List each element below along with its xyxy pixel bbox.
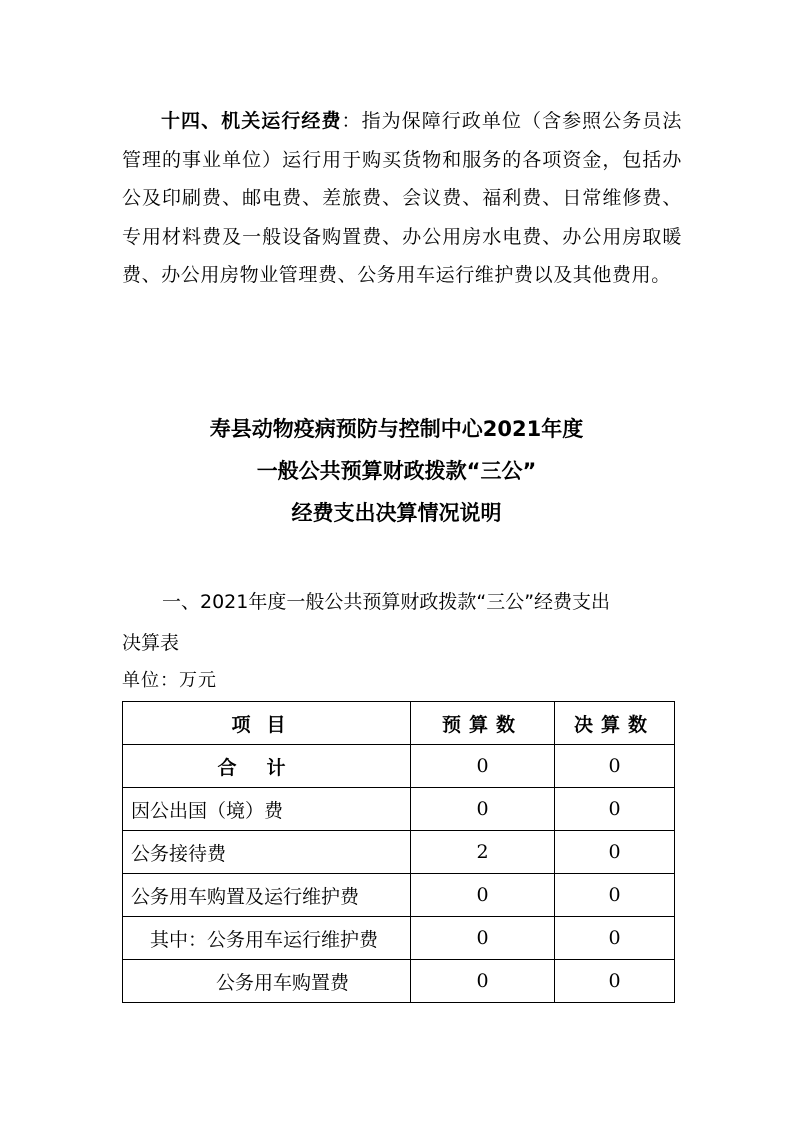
- row-label: 公务用车购置费: [123, 960, 411, 1003]
- definition-paragraph: [122, 102, 682, 295]
- definition-term: 十四、机关运行经费: [161, 110, 342, 132]
- unit-label: 单位：万元: [122, 670, 217, 691]
- row-budget: 0: [411, 960, 555, 1003]
- document-title: [80, 408, 713, 534]
- table-header-row: [123, 702, 675, 745]
- three-public-expenses-table: [122, 701, 675, 1003]
- row-final: 0: [555, 960, 675, 1003]
- table-row: [123, 960, 675, 1003]
- definition-text: ：指为保障行政单位（含参照公务员法管理的事业单位）运行用于购买货物和服务的各项资金，包括办公及印刷费、邮电费、差旅费、会议费、福利费、日常维修费、专用材料费及一般设备购置费、办公用房水电费、办公用房取暖费、办公用房物业管理费、公务用车运行维护费以及其他费用。: [122, 110, 683, 286]
- row-final: 0: [555, 874, 675, 917]
- table-total-row: [123, 745, 675, 788]
- row-budget: 0: [411, 917, 555, 960]
- header-budget: 预算数: [411, 702, 555, 745]
- row-budget: 0: [411, 788, 555, 831]
- row-budget: 0: [411, 874, 555, 917]
- table-row: [123, 874, 675, 917]
- total-final: 0: [555, 745, 675, 788]
- row-label: 公务用车购置及运行维护费: [123, 874, 411, 917]
- title-line-2: 一般公共预算财政拨款“三公”: [256, 459, 537, 483]
- section-heading: [122, 582, 682, 664]
- table-row: [123, 788, 675, 831]
- header-item: 项目: [123, 702, 411, 745]
- row-label: 公务接待费: [123, 831, 411, 874]
- row-final: 0: [555, 788, 675, 831]
- total-budget: 0: [411, 745, 555, 788]
- header-final: 决算数: [555, 702, 675, 745]
- table-row: [123, 831, 675, 874]
- row-budget: 2: [411, 831, 555, 874]
- row-label: 因公出国（境）费: [123, 788, 411, 831]
- section-heading-line-2: 决算表: [122, 632, 180, 654]
- row-final: 0: [555, 831, 675, 874]
- table-row: [123, 917, 675, 960]
- title-line-3: 经费支出决算情况说明: [291, 501, 502, 525]
- title-line-1: 寿县动物疫病预防与控制中心2021年度: [209, 417, 584, 441]
- total-label: 合计: [123, 745, 411, 788]
- row-label: 其中：公务用车运行维护费: [123, 917, 411, 960]
- section-heading-line-1: 一、2021年度一般公共预算财政拨款“三公”经费支出: [162, 591, 611, 613]
- row-final: 0: [555, 917, 675, 960]
